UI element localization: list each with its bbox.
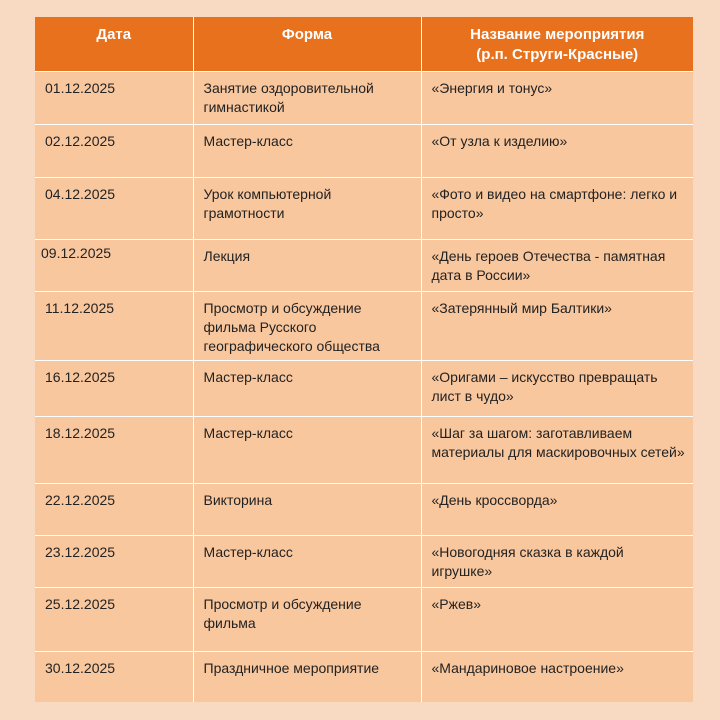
cell-form: Мастер-класс (193, 125, 421, 178)
cell-name: «День кроссворда» (421, 484, 693, 536)
header-name-line2: (р.п. Струги-Красные) (476, 46, 639, 63)
cell-form: Просмотр и обсуждение фильма Русского географического общества (193, 292, 421, 361)
table-row (35, 240, 693, 292)
table-row (35, 484, 693, 536)
table-row (35, 588, 693, 652)
cell-date: 04.12.2025 (35, 178, 193, 240)
table-row (35, 417, 693, 484)
cell-form: Мастер-класс (193, 361, 421, 417)
header-date: Дата (35, 17, 193, 72)
cell-name: «Ржев» (421, 588, 693, 652)
cell-name: «День героев Отечества - памятная дата в России» (421, 240, 693, 292)
cell-form: Занятие оздоровительной гимнастикой (193, 72, 421, 125)
cell-date: 16.12.2025 (35, 361, 193, 417)
cell-form: Праздничное мероприятие (193, 652, 421, 702)
cell-name: «Фото и видео на смартфоне: легко и просто» (421, 178, 693, 240)
cell-date: 30.12.2025 (35, 652, 193, 702)
cell-date: 02.12.2025 (35, 125, 193, 178)
table-row (35, 178, 693, 240)
table-row (35, 361, 693, 417)
cell-form: Викторина (193, 484, 421, 536)
cell-name: «Энергия и тонус» (421, 72, 693, 125)
cell-form: Мастер-класс (193, 417, 421, 484)
cell-date: 01.12.2025 (35, 72, 193, 125)
table-row (35, 292, 693, 361)
cell-name: «Затерянный мир Балтики» (421, 292, 693, 361)
cell-name: «Оригами – искусство превращать лист в чудо» (421, 361, 693, 417)
cell-date: 25.12.2025 (35, 588, 193, 652)
table-row (35, 125, 693, 178)
cell-name: «Мандариновое настроение» (421, 652, 693, 702)
cell-name: «От узла к изделию» (421, 125, 693, 178)
cell-date: 18.12.2025 (35, 417, 193, 484)
table-row (35, 72, 693, 125)
cell-date: 23.12.2025 (35, 536, 193, 588)
cell-date: 22.12.2025 (35, 484, 193, 536)
header-form: Форма (193, 17, 421, 72)
cell-name: «Шаг за шагом: заготавливаем материалы для маскировочных сетей» (421, 417, 693, 484)
table-row (35, 536, 693, 588)
table-header-row (35, 17, 693, 72)
header-name (421, 17, 693, 72)
cell-form: Урок компьютерной грамотности (193, 178, 421, 240)
header-name-line1: Название мероприятия (470, 26, 645, 43)
cell-form: Лекция (193, 240, 421, 292)
events-table (35, 17, 693, 702)
cell-date: 11.12.2025 (35, 292, 193, 361)
cell-date: 09.12.2025 (35, 240, 193, 292)
cell-form: Просмотр и обсуждение фильма (193, 588, 421, 652)
cell-name: «Новогодняя сказка в каждой игрушке» (421, 536, 693, 588)
table-row (35, 652, 693, 702)
cell-form: Мастер-класс (193, 536, 421, 588)
